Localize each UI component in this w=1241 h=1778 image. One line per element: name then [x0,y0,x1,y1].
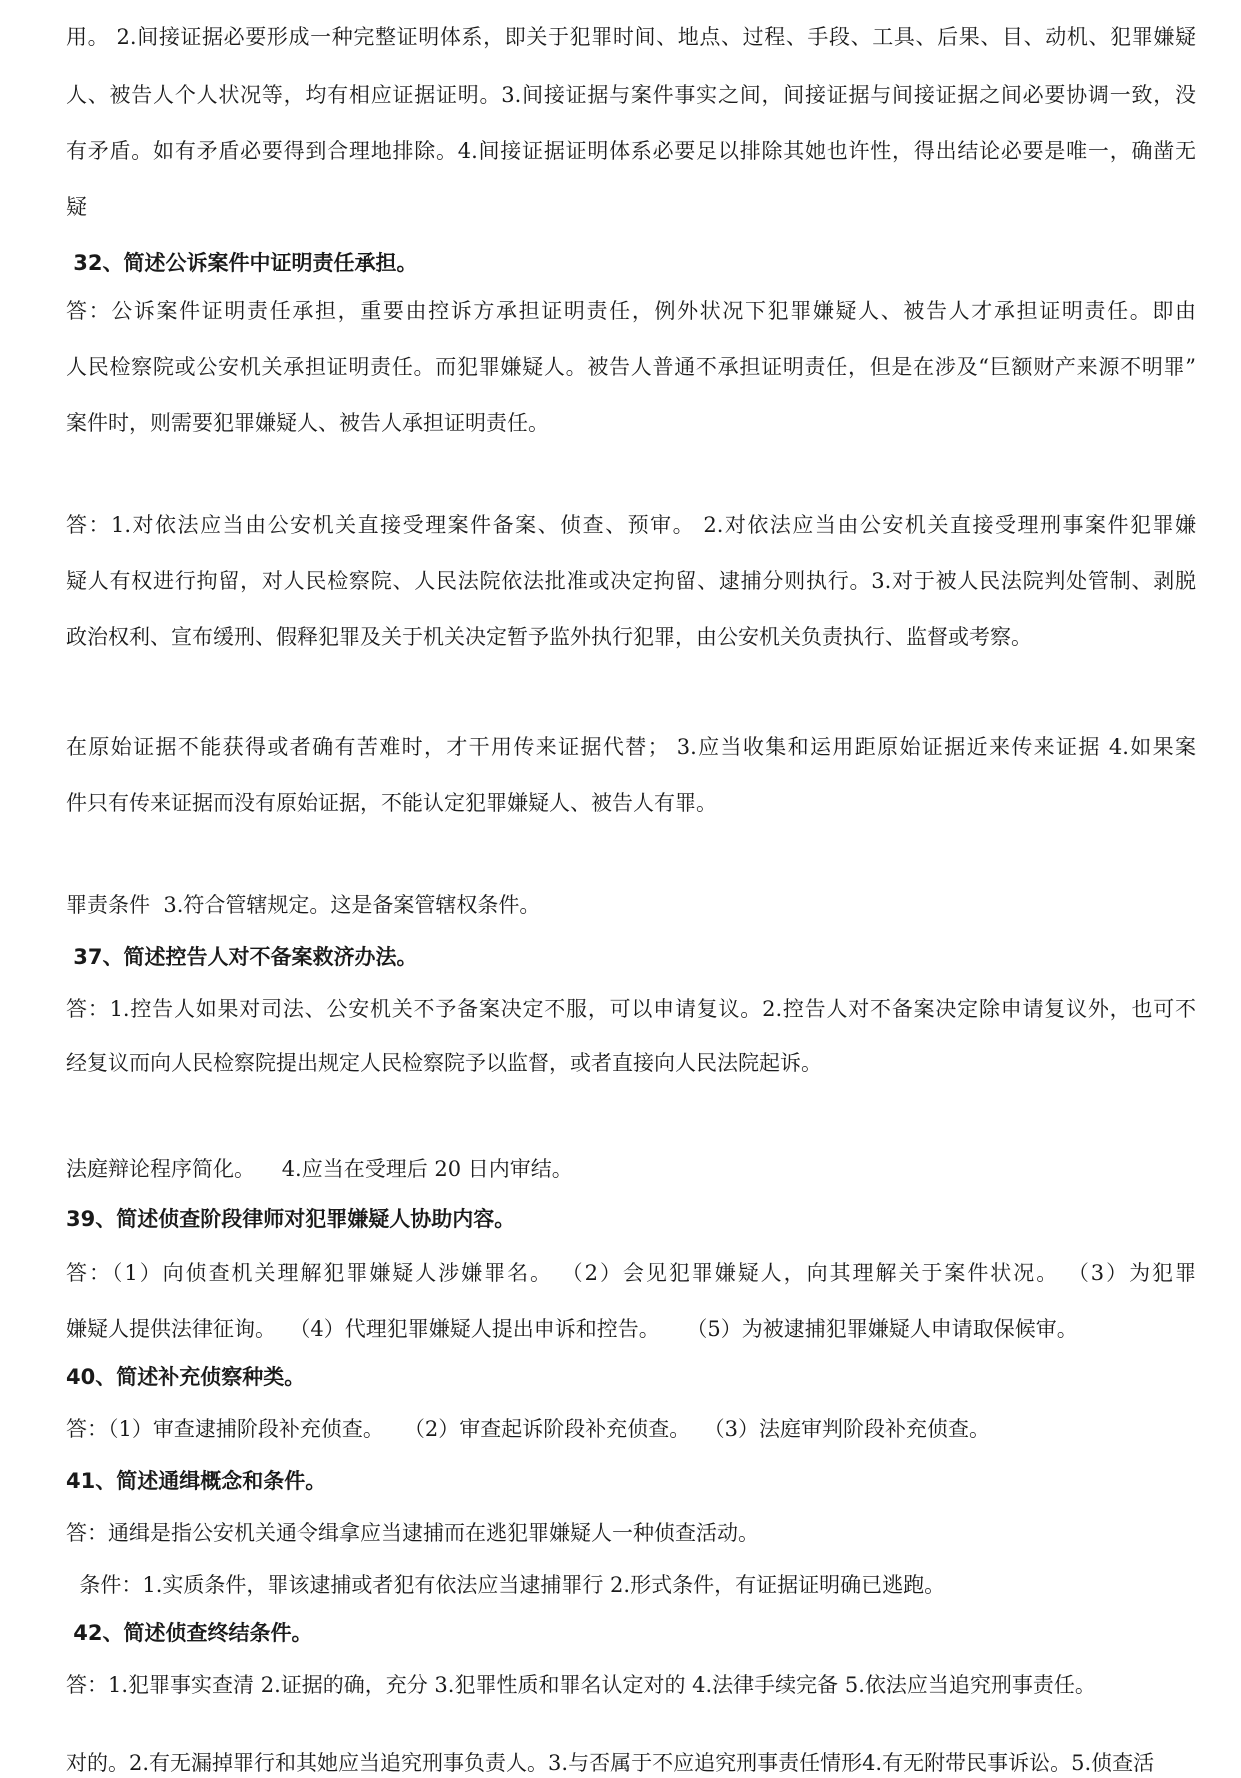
answer-line: 对的。2.有无漏掉罪行和其她应当追究刑事负责人。3.与否属于不应追究刑事责任情形4.有无附带民事诉讼。5.侦查活 [66,1751,1155,1775]
question-heading-35 [66,676,1196,706]
question-heading-38 [66,1098,1196,1128]
answer-line: 答：1.控告人如果对司法、公安机关不予备案决定不服，可以申请复议。2.控告人对不备案决定除申请复议外，也可不 [66,997,1196,1021]
answer-line: 经复议而向人民检察院提出规定人民检察院予以监督，或者直接向人民法院起诉。 [66,1051,822,1075]
question-heading-42: 42、简述侦查终结条件。 [66,1621,313,1645]
question-heading-37: 37、简述控告人对不备案救济办法。 [66,945,418,969]
answer-line: 在原始证据不能获得或者确有苦难时，才干用传来证据代替； 3.应当收集和运用距原始证据近来传来证据 4.如果案 [66,735,1196,759]
question-heading-43 [66,1718,1196,1748]
answer-line: 政治权利、宣布缓刑、假释犯罪及关于机关决定暂予监外执行犯罪，由公安机关负责执行、监督或考察。 [66,625,1032,649]
paragraph-line: 有矛盾。如有矛盾必要得到合理地排除。4.间接证据证明体系必要足以排除其她也许性，得出结论必要是唯一，确凿无 [66,139,1196,163]
paragraph-line: 人、被告人个人状况等，均有相应证据证明。3.间接证据与案件事实之间，间接证据与间接证据之间必要协调一致，没 [66,83,1196,107]
question-heading-39: 39、简述侦查阶段律师对犯罪嫌疑人协助内容。 [66,1207,516,1231]
answer-line: 答：（1）向侦查机关理解犯罪嫌疑人涉嫌罪名。 （2）会见犯罪嫌疑人，向其理解关于案件状况。 （3）为犯罪 [66,1261,1196,1285]
answer-line: 人民检察院或公安机关承担证明责任。而犯罪嫌疑人。被告人普通不承担证明责任，但是在涉及“巨额财产来源不明罪” [66,355,1196,379]
paragraph-line: 疑 [66,195,87,219]
answer-line: 疑人有权进行拘留，对人民检察院、人民法院依法批准或决定拘留、逮捕分则执行。3.对于被人民法院判处管制、剥脱 [66,569,1196,593]
answer-line: 答：（1）审查逮捕阶段补充侦查。 （2）审查起诉阶段补充侦查。 （3）法庭审判阶段补充侦查。 [66,1417,990,1441]
answer-line: 答：通缉是指公安机关通令缉拿应当逮捕而在逃犯罪嫌疑人一种侦查活动。 [66,1521,759,1545]
answer-line: 嫌疑人提供法律征询。 （4）代理犯罪嫌疑人提出申诉和控告。 （5）为被逮捕犯罪嫌疑人申请取保候审。 [66,1317,1078,1341]
answer-line: 法庭辩论程序简化。 4.应当在受理后 20 日内审结。 [66,1157,573,1181]
question-heading-41: 41、简述通缉概念和条件。 [66,1469,327,1493]
paragraph-line: 用。 2.间接证据必要形成一种完整证明体系，即关于犯罪时间、地点、过程、手段、工具、后果、目、动机、犯罪嫌疑 [66,25,1196,49]
answer-line: 答：公诉案件证明责任承担，重要由控诉方承担证明责任，例外状况下犯罪嫌疑人、被告人才承担证明责任。即由 [66,299,1196,323]
question-heading-32: 32、简述公诉案件中证明责任承担。 [66,251,418,275]
answer-line: 案件时，则需要犯罪嫌疑人、被告人承担证明责任。 [66,411,549,435]
answer-line: 罪责条件 3.符合管辖规定。这是备案管辖权条件。 [66,893,541,917]
answer-line: 件只有传来证据而没有原始证据，不能认定犯罪嫌疑人、被告人有罪。 [66,791,717,815]
answer-line: 答：1.对依法应当由公安机关直接受理案件备案、侦查、预审。 2.对依法应当由公安机关直接受理刑事案件犯罪嫌 [66,513,1196,537]
answer-line: 条件：1.实质条件，罪该逮捕或者犯有依法应当逮捕罪行 2.形式条件，有证据证明确已逃跑。 [66,1573,946,1597]
question-heading-33 [66,458,1196,488]
answer-line: 答：1.犯罪事实查清 2.证据的确，充分 3.犯罪性质和罪名认定对的 4.法律手续完备 5.依法应当追究刑事责任。 [66,1673,1096,1697]
question-heading-40: 40、简述补充侦察种类。 [66,1365,306,1389]
question-heading-36 [66,836,1196,866]
